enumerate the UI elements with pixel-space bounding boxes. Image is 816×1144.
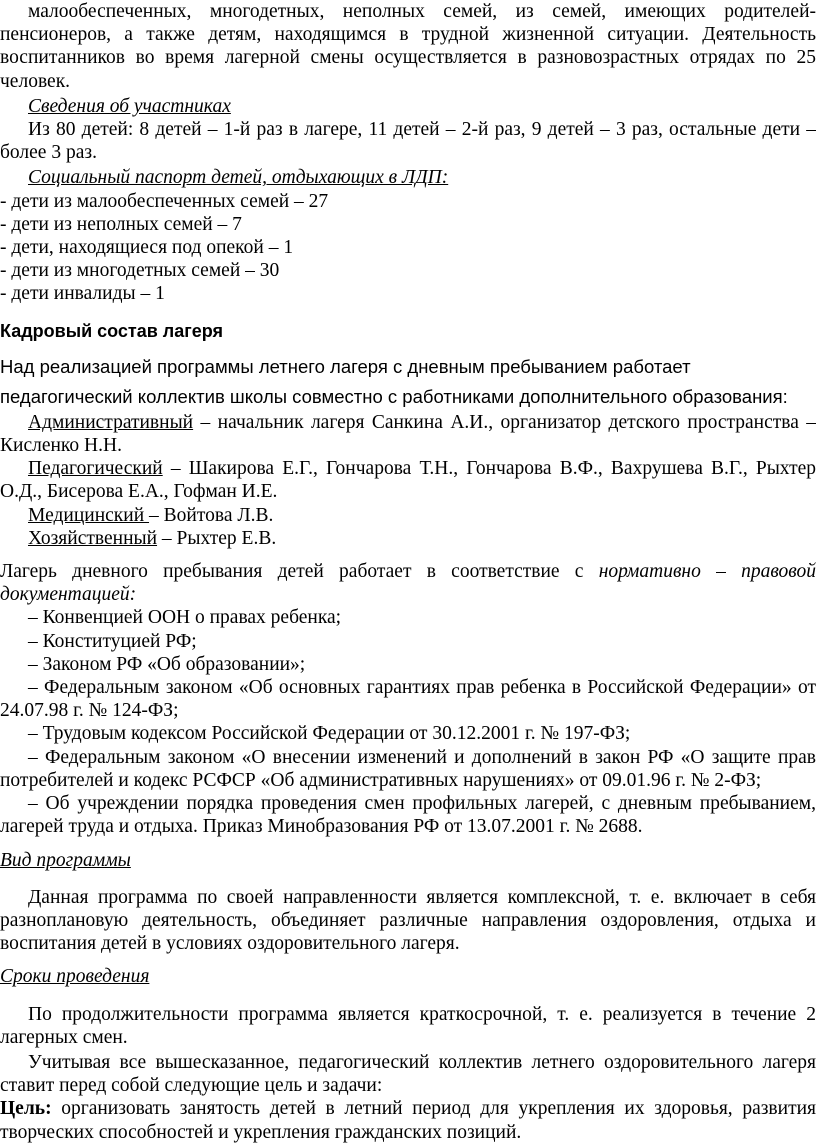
legal-item: – Федеральным законом «Об основных гарантиях прав ребенка в Российской Федерации» от 24.07.98 г. № 124-ФЗ; bbox=[0, 677, 816, 722]
participants-text: Из 80 детей: 8 детей – 1-й раз в лагере, 11 детей – 2-й раз, 9 детей – 3 раз, остальные дети – более 3 раз. bbox=[0, 119, 816, 164]
passport-heading: Социальный паспорт детей, отдыхающих в ЛДП: bbox=[28, 167, 449, 189]
passport-item: - дети из неполных семей – 7 bbox=[0, 213, 242, 235]
staff-group-pedagogical: Педагогический – Шакирова Е.Г., Гончарова Т.Н., Гончарова В.Ф., Вахрушева В.Г., Рыхтер О.Д., Бисерова Е.А., Гофман И.Е. bbox=[0, 458, 816, 503]
legal-item: – Федеральным законом «О внесении изменений и дополнений в закон РФ «О защите прав потребителей и кодекс РСФСР «Об административных нарушениях» от 09.01.96 г. № 2-ФЗ; bbox=[0, 746, 816, 791]
passport-item: - дети инвалиды – 1 bbox=[0, 283, 165, 305]
legal-item: – Об учреждении порядка проведения смен профильных лагерей, с дневным пребыванием, лагерей труда и отдыха. Приказ Минобразования РФ от 13.07.2001 г. № 2688. bbox=[0, 793, 816, 838]
legal-item: – Конституцией РФ; bbox=[28, 630, 197, 652]
legal-item: – Конвенцией ООН о правах ребенка; bbox=[28, 607, 342, 629]
passport-item: - дети из малообеспеченных семей – 27 bbox=[0, 190, 329, 212]
program-type-heading: Вид программы bbox=[0, 849, 131, 871]
legal-item: – Трудовым кодексом Российской Федерации от 30.12.2001 г. № 197-ФЗ; bbox=[28, 723, 631, 745]
terms-text: По продолжительности программа является краткосрочной, т. е. реализуется в течение 2 лагерных смен. bbox=[0, 1003, 816, 1048]
staff-title: Кадровый состав лагеря bbox=[0, 320, 224, 341]
legal-item: – Законом РФ «Об образовании»; bbox=[28, 653, 306, 675]
staff-group-admin: Административный – начальник лагеря Санкина А.И., организатор детского пространства – Кисленко Н.Н. bbox=[0, 411, 816, 457]
passport-item: - дети, находящиеся под опекой – 1 bbox=[0, 237, 294, 259]
program-type-text: Данная программа по своей направленности является комплексной, т. е. включает в себя разноплановую деятельность, объединяет различные направления оздоровления, отдыха и воспитания детей в условиях оздоровительного лагеря. bbox=[0, 886, 816, 955]
staff-group-medical: Медицинский – Войтова Л.В. bbox=[28, 504, 274, 526]
intro-paragraph: малообеспеченных, многодетных, неполных семей, из семей, имеющих родителей-пенсионеров, а также детям, находящимся в трудной жизненной ситуации. Деятельность воспитанников во время лагерной смены осуществляется в разновозрастных отрядах по 25 человек. bbox=[0, 1, 816, 92]
staff-group-household: Хозяйственный – Рыхтер Е.В. bbox=[28, 527, 277, 549]
participants-heading: Сведения об участниках bbox=[28, 95, 231, 117]
legal-intro: Лагерь дневного пребывания детей работает в соответствие с нормативно – правовой документацией: bbox=[0, 561, 816, 606]
staff-intro-line1: Над реализацией программы летнего лагеря с дневным пребыванием работает bbox=[0, 355, 691, 377]
terms-text-2: Учитывая все вышесказанное, педагогический коллектив летнего оздоровительного лагеря ставит перед собой следующие цель и задачи: bbox=[0, 1051, 816, 1097]
goal-paragraph: Цель: организовать занятость детей в летний период для укрепления их здоровья, развития творческих способностей и укрепления гражданских позиций. bbox=[0, 1098, 816, 1143]
staff-intro-line2: педагогический коллектив школы совместно с работниками дополнительного образования: bbox=[0, 385, 788, 407]
terms-heading: Сроки проведения bbox=[0, 966, 150, 988]
passport-item: - дети из многодетных семей – 30 bbox=[0, 260, 280, 282]
